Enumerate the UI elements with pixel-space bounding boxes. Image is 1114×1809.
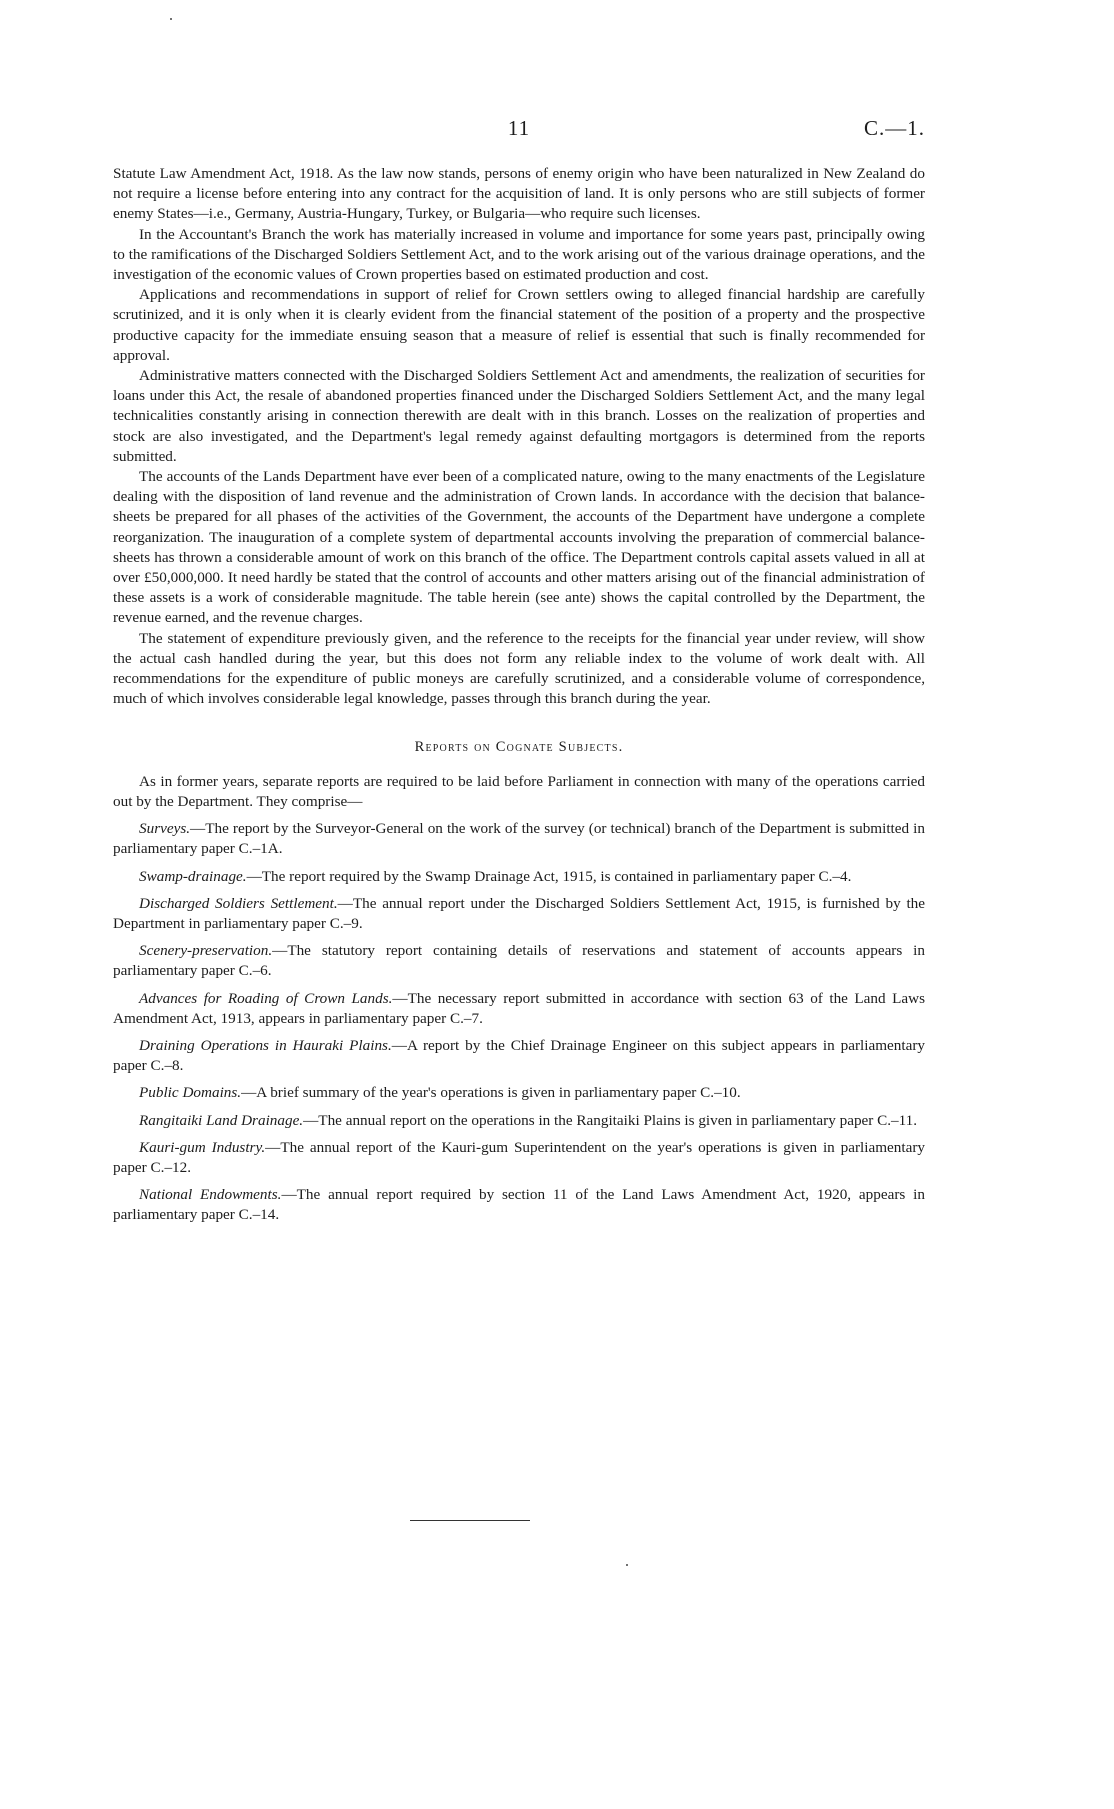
report-item-text: —The necessary report submitted in accordance with section 63 of the Land Laws Amendment Act, 1913, appears in parliamentary paper C.–7. — [113, 989, 925, 1027]
report-item-text: —A report by the Chief Drainage Engineer on this subject appears in parliamentary paper C.–8. — [113, 1036, 925, 1075]
report-item-text: —A brief summary of the year's operations is given in parliamentary paper C.–10. — [241, 1084, 741, 1102]
report-item-title: Rangitaiki Land Drainage. — [139, 1111, 304, 1129]
report-item-title: Kauri-gum Industry. — [139, 1138, 266, 1156]
report-item — [113, 1185, 925, 1225]
section-intro: As in former years, separate reports are required to be laid before Parliament in connection with many of the operations carried out by the Department. They comprise— — [113, 772, 925, 810]
scan-speck — [170, 18, 172, 20]
report-item-title: Draining Operations in Hauraki Plains. — [139, 1036, 392, 1054]
report-item — [113, 1111, 925, 1131]
report-item — [113, 819, 925, 859]
section-heading: Reports on Cognate Subjects. — [414, 739, 624, 756]
page-number: 11 — [507, 116, 531, 140]
report-item-text: —The report required by the Swamp Drainage Act, 1915, is contained in parliamentary paper C.–4. — [246, 867, 852, 885]
paragraph: Administrative matters connected with the Discharged Soldiers Settlement Act and amendments, the realization of securities for loans under this Act, the resale of abandoned properties financed under the Discharged Soldiers Settlement Act, and the many legal technicalities constantly arising in connection therewith are dealt with in this branch. Losses on the realization of properties and stock are also investigated, and the Department's legal remedy against defaulting mortgagors is determined from the reports submitted. — [113, 367, 925, 465]
report-item-title: Public Domains. — [139, 1084, 242, 1102]
report-item-text: —The statutory report containing details of reservations and statement of accounts appears in parliamentary paper C.–6. — [113, 942, 925, 980]
report-item — [113, 941, 925, 981]
report-item-title: Discharged Soldiers Settlement. — [139, 894, 338, 912]
report-item — [113, 1036, 925, 1076]
report-item-title: Scenery-preservation. — [139, 942, 273, 960]
end-rule — [410, 1520, 530, 1521]
paragraph: The accounts of the Lands Department have ever been of a complicated nature, owing to the many enactments of the Legislature dealing with the disposition of land revenue and the administration of Crown lands. In accordance with the decision that balance-sheets be prepared for all phases of the activities of the Government, the accounts of the Department have undergone a complete reorganization. The inauguration of a complete system of departmental accounts involving the preparation of commercial balance-sheets has thrown a considerable amount of work on this branch of the office. The Department controls capital assets valued in all at over £50,000,000. It need hardly be stated that the control of accounts and other matters arising out of the financial administration of these assets is a work of considerable magnitude. The table herein (see ante) shows the capital controlled by the Department, the revenue earned, and the revenue charges. — [113, 468, 925, 627]
report-item-title: Advances for Roading of Crown Lands. — [139, 989, 393, 1007]
report-item-text: —The annual report of the Kauri-gum Superintendent on the year's operations is given in parliamentary paper C.–12. — [113, 1138, 925, 1176]
report-item — [113, 989, 925, 1029]
report-item-text: —The report by the Surveyor-General on the work of the survey (or technical) branch of the Department is submitted in parliamentary paper C.–1A. — [113, 820, 925, 858]
scan-speck — [626, 1564, 628, 1566]
report-item-text: —The annual report on the operations in the Rangitaiki Plains is given in parliamentary paper C.–11. — [303, 1111, 918, 1129]
page-header — [113, 116, 925, 146]
paragraph: Statute Law Amendment Act, 1918. As the law now stands, persons of enemy origin who have been naturalized in New Zealand do not require a license before entering into any contract for the acquisition of land. It is only persons who are still subjects of former enemy States—i.e., Germany, Austria-Hungary, Turkey, or Bulgaria—who require such licenses. — [113, 165, 925, 223]
report-item-text: —The annual report under the Discharged Soldiers Settlement Act, 1915, is furnished by the Department in parliamentary paper C.–9. — [113, 894, 925, 932]
paragraph: The statement of expenditure previously given, and the reference to the receipts for the financial year under review, will show the actual cash handled during the year, but this does not form any reliable index to the volume of work dealt with. All recommendations for the expenditure of public moneys are carefully scrutinized, and a considerable volume of correspondence, much of which involves considerable legal knowledge, passes through this branch during the year. — [113, 629, 925, 708]
document-reference: C.—1. — [863, 116, 925, 140]
document-body — [113, 164, 925, 1226]
report-item-text: —The annual report required by section 11 of the Land Laws Amendment Act, 1920, appears in parliamentary paper C.–14. — [113, 1186, 925, 1224]
report-item — [113, 867, 925, 887]
report-item — [113, 1083, 925, 1103]
report-item — [113, 1138, 925, 1178]
paragraph: Applications and recommendations in support of relief for Crown settlers owing to alleged financial hardship are carefully scrutinized, and it is only when it is clearly evident from the financial statement of the position of a property and the prospective productive capacity for the immediate ensuing season that a measure of relief is essential that such is finally recommended for approval. — [113, 286, 925, 364]
report-item-title: Swamp-drainage. — [139, 867, 247, 885]
report-item-title: Surveys. — [139, 820, 191, 838]
paragraph: In the Accountant's Branch the work has materially increased in volume and importance for some years past, principally owing to the ramifications of the Discharged Soldiers Settlement Act, and to the work arising out of the various drainage operations, and the investigation of the economic values of Crown properties based on estimated production and cost. — [113, 225, 925, 284]
report-item — [113, 894, 925, 934]
report-item-title: National Endowments. — [139, 1186, 282, 1204]
